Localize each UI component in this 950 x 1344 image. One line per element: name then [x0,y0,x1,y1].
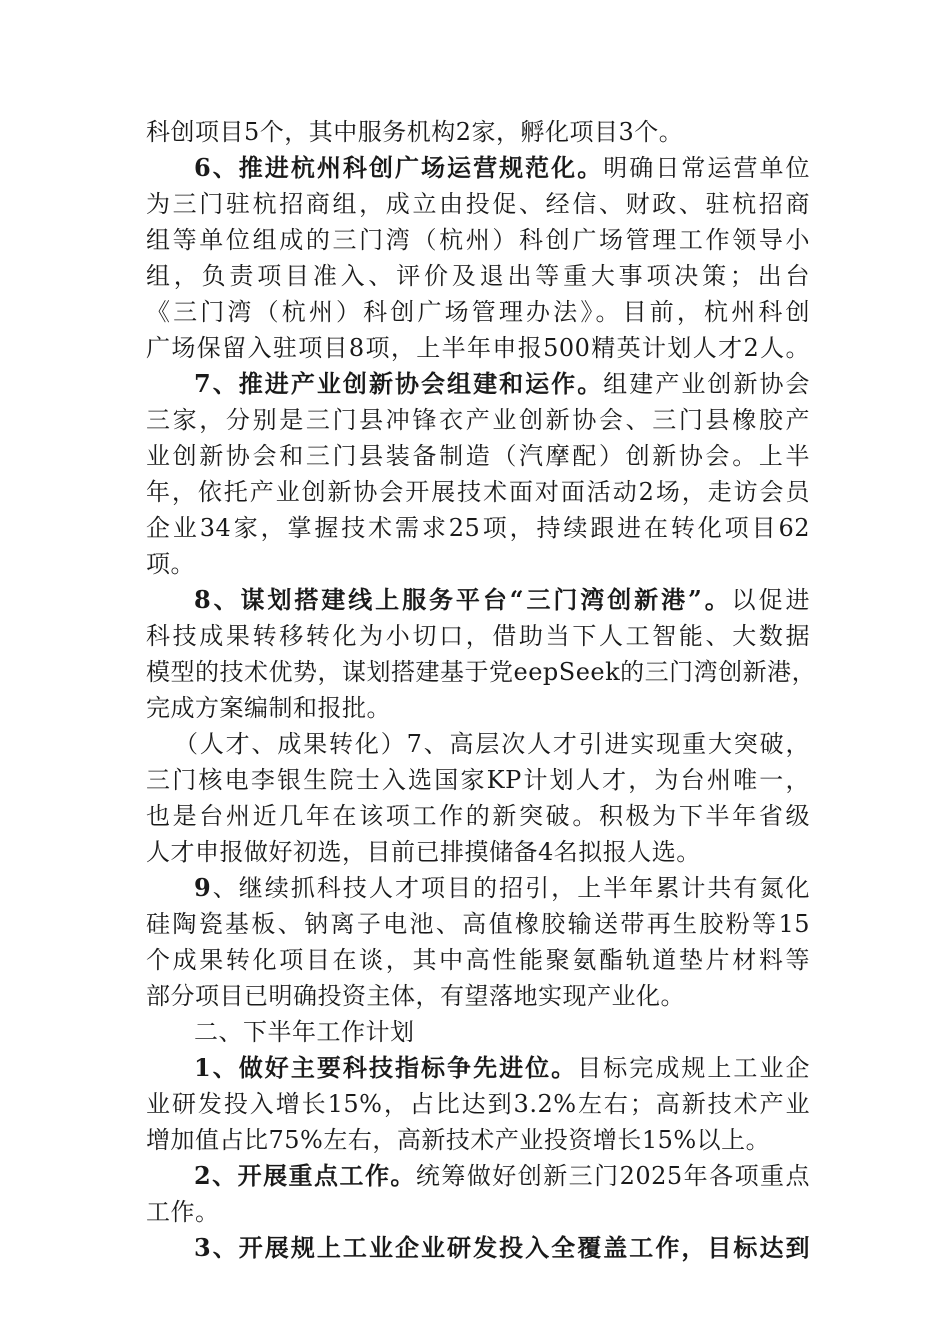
text-run: 以促进 [731,586,810,614]
section-heading-line [194,1156,810,1196]
paragraph-line [146,544,810,584]
text-run: 广场保留入驻项目8项，上半年申报500精英计划人才2人。 [146,334,810,362]
paragraph-line [146,1084,810,1124]
text-run: 目标完成规上工业企 [577,1054,810,1082]
bold-heading-run: 9 [194,873,212,902]
section-heading-line [194,1228,810,1268]
section-heading-line [194,364,810,404]
paragraph-line [146,904,810,944]
bold-heading-run: 2、开展重点工作。 [194,1161,416,1190]
paragraph-line [146,328,810,368]
section-title: 二、下半年工作计划 [194,1018,415,1046]
paragraph-line [146,616,810,656]
text-run: 统筹做好创新三门2025年各项重点 [415,1162,811,1190]
text-run: 人才申报做好初选，目前已排摸储备4名拟报人选。 [146,838,701,866]
text-run: 年，依托产业创新协会开展技术面对面活动2场，走访会员 [146,478,810,506]
text-run: 业研发投入增长15%，占比达到3.2%左右；高新技术产业 [146,1090,810,1118]
paragraph-line [146,976,810,1016]
section-heading-line [194,148,810,188]
bold-heading-run: 6、推进杭州科创广场运营规范化。 [194,153,604,182]
text-run: 模型的技术优势，谋划搭建基于党eepSeek的三门湾创新港， [146,658,817,686]
text-run: 业创新协会和三门县装备制造（汽摩配）创新协会。上半 [146,442,810,470]
bold-heading-run: 3、开展规上工业企业研发投入全覆盖工作，目标达到 [194,1233,810,1262]
text-run: 也是台州近几年在该项工作的新突破。积极为下半年省级 [146,802,810,830]
paragraph-line [146,256,810,296]
bold-heading-run: 1、做好主要科技指标争先进位。 [194,1053,578,1082]
text-run: 科创项目5个，其中服务机构2家，孵化项目3个。 [146,118,684,146]
text-run: 三家，分别是三门县冲锋衣产业创新协会、三门县橡胶产 [146,406,810,434]
text-run: 硅陶瓷基板、钠离子电池、高值橡胶输送带再生胶粉等15 [146,910,810,938]
text-run: 、继续抓科技人才项目的招引，上半年累计共有氮化 [211,874,810,902]
text-run: 明确日常运营单位 [603,154,811,182]
section-heading-line [194,1048,810,1088]
paragraph-line [146,472,810,512]
paragraph-line [146,112,810,152]
text-run: 工作。 [146,1198,220,1226]
paragraph-line [146,220,810,260]
text-run: 组，负责项目准入、评价及退出等重大事项决策；出台 [146,262,810,290]
paragraph-line [146,184,810,224]
text-run: 完成方案编制和报批。 [146,694,391,722]
paragraph-line [146,796,810,836]
section-heading-line [194,868,810,908]
paragraph-line [146,1120,810,1160]
paragraph-line [146,940,810,980]
paragraph-line [146,436,810,476]
text-run: 部分项目已明确投资主体，有望落地实现产业化。 [146,982,685,1010]
text-run: 组建产业创新协会 [603,370,811,398]
paragraph-line [146,652,817,692]
text-run: 三门核电李银生院士入选国家KP计划人才，为台州唯一， [146,766,810,794]
text-run: 组等单位组成的三门湾（杭州）科创广场管理工作领导小 [146,226,810,254]
text-run: 项。 [146,550,195,578]
text-run: 个成果转化项目在谈，其中高性能聚氨酯轨道垫片材料等 [146,946,810,974]
paragraph-line [146,292,810,332]
paragraph-line [146,760,810,800]
bold-heading-run: 7、推进产业创新协会组建和运作。 [194,369,604,398]
text-run: 《三门湾（杭州）科创广场管理办法》。目前，杭州科创 [146,298,810,326]
paragraph-line [146,1192,810,1232]
section-title-line [194,1012,810,1052]
paragraph-line [146,832,810,872]
paragraph-line [146,508,810,548]
text-run: 增加值占比75%左右，高新技术产业投资增长15%以上。 [146,1126,771,1154]
text-run: 科技成果转移转化为小切口，借助当下人工智能、大数据 [146,622,810,650]
text-run: 为三门驻杭招商组，成立由投促、经信、财政、驻杭招商 [146,190,810,218]
bold-heading-run: 8、谋划搭建线上服务平台“三门湾创新港”。 [194,585,732,614]
text-run: 企业34家，掌握技术需求25项，持续跟进在转化项目62 [146,514,810,542]
text-run: （人才、成果转化）7、高层次人才引进实现重大突破， [174,730,810,758]
paragraph-line [146,400,810,440]
paragraph-line [174,724,810,764]
paragraph-line [146,688,810,728]
section-heading-line [194,580,810,620]
